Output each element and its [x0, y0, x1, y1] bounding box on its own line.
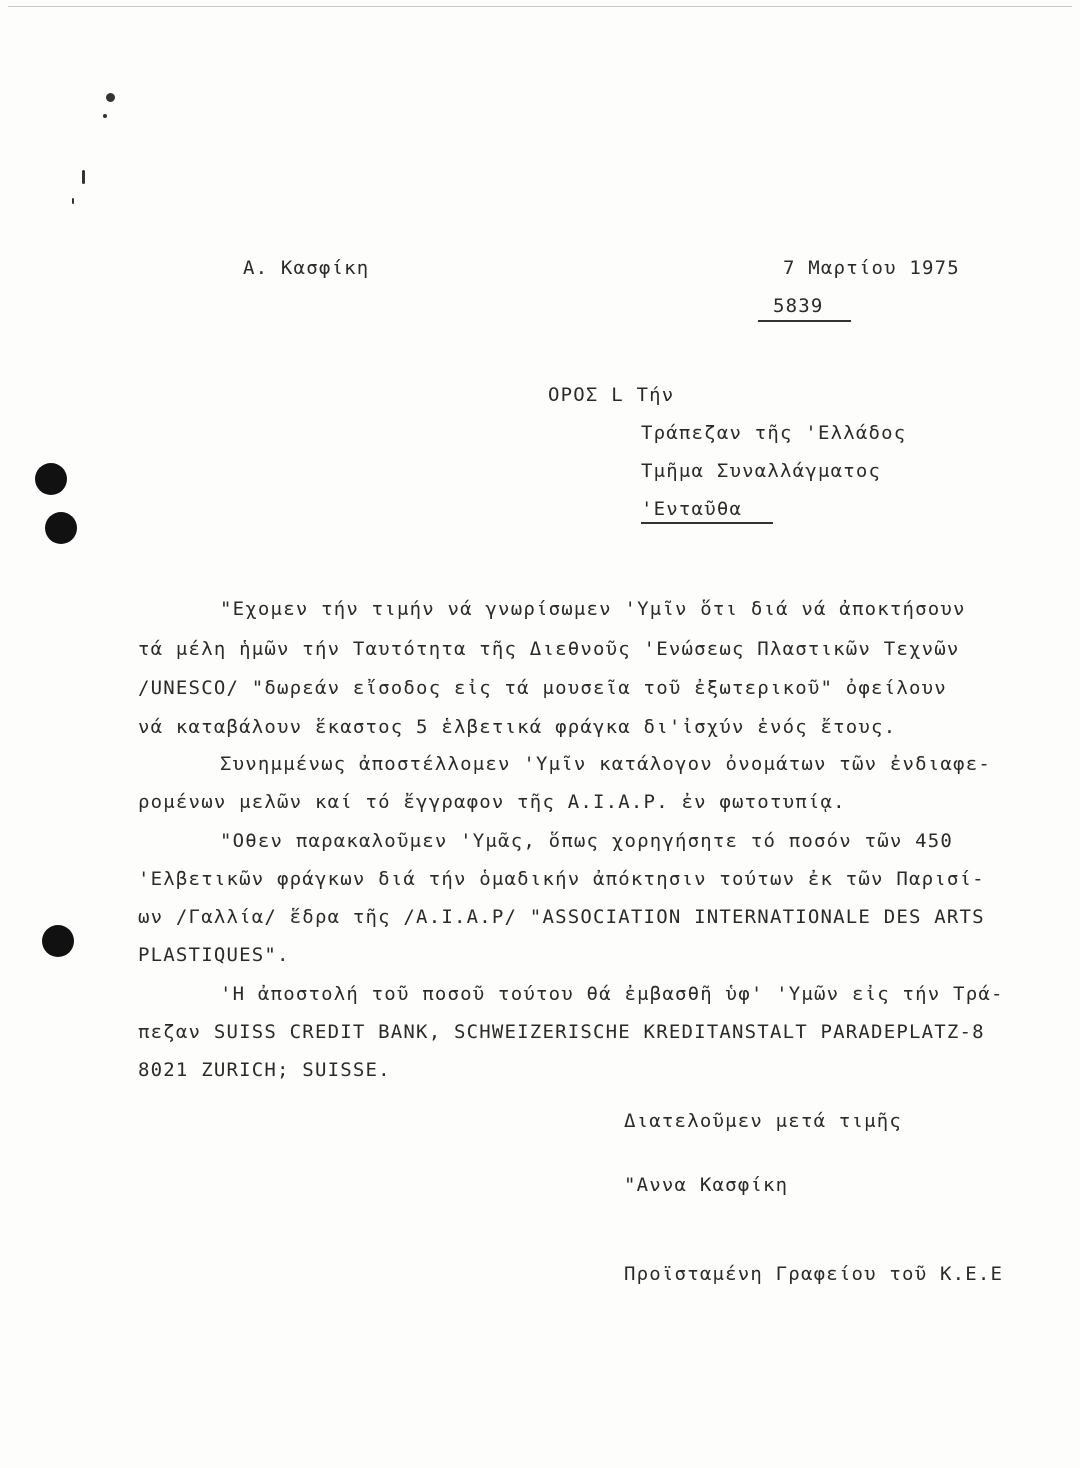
recipient-prefix: ΟΡΟΣ L Τήν [548, 384, 675, 406]
body-line: 'Ελβετικῶν φράγκων διά τήν ὁμαδικήν ἀπόκτησιν τούτων ἐκ τῶν Παρισί- [138, 868, 985, 890]
punch-hole [42, 925, 74, 957]
punch-hole [35, 463, 67, 495]
body-line: Συνημμένως ἀποστέλλομεν 'Υμῖν κατάλογον ὀνομάτων τῶν ἐνδιαφε- [220, 753, 991, 775]
body-line: τά μέλη ἡμῶν τήν Ταυτότητα τῆς Διεθνοῦς 'Ενώσεως Πλαστικῶν Τεχνῶν [138, 638, 960, 660]
recipient-underline [641, 522, 773, 524]
body-line: "Οθεν παρακαλοῦμεν 'Υμᾶς, ὅπως χορηγήσητε τό ποσόν τῶν 450 [220, 830, 954, 852]
recipient-line-3: 'Ενταῦθα [641, 498, 743, 520]
reference-number: 5839 [773, 295, 824, 317]
body-line: ρομένων μελῶν καί τό ἔγγραφον τῆς Α.Ι.Α.Ρ. ἐν φωτοτυπίᾳ. [138, 791, 846, 813]
body-line: 'Η ἀποστολή τοῦ ποσοῦ τούτου θά ἐμβασθῆ ὑφ' 'Υμῶν εἰς τήν Τρά- [220, 983, 1004, 1005]
ink-speck [103, 114, 107, 118]
top-edge-rule [8, 6, 1072, 7]
ink-speck [72, 198, 74, 204]
body-line: 8021 ZURICH; SUISSE. [138, 1059, 391, 1081]
body-line: νά καταβάλουν ἕκαστος 5 ἑλβετικά φράγκα δι'ἰσχύν ἑνός ἔτους. [138, 716, 897, 738]
ink-speck [106, 93, 115, 102]
recipient-line-2: Τμῆμα Συναλλάγματος [641, 460, 882, 482]
ink-speck [82, 170, 85, 184]
body-line: πεζαν SUISS CREDIT BANK, SCHWEIZERISCHE KREDITANSTALT PARADEPLATZ-8 [138, 1021, 985, 1043]
signatory-title: Προϊσταμένη Γραφείου τοῦ Κ.Ε.Ε [624, 1263, 1004, 1285]
sender-name: Α. Κασφίκη [243, 257, 370, 279]
letter-date: 7 Μαρτίου 1975 [783, 257, 960, 279]
punch-hole [45, 512, 77, 544]
reference-underline [758, 320, 851, 322]
body-line: /UNESCO/ "δωρεάν εἴσοδος εἰς τά μουσεῖα τοῦ ἐξωτερικοῦ" ὀφείλουν [138, 677, 947, 699]
signature-name: "Αννα Κασφίκη [624, 1174, 789, 1196]
closing-phrase: Διατελοῦμεν μετά τιμῆς [624, 1110, 903, 1132]
body-line: PLASTIQUES". [138, 944, 290, 966]
body-line: "Εχομεν τήν τιμήν νά γνωρίσωμεν 'Υμῖν ὅτι διά νά ἀποκτήσουν [220, 598, 966, 620]
body-line: ων /Γαλλία/ ἕδρα τῆς /Α.Ι.Α.Ρ/ "ASSOCIATION INTERNATIONALE DES ARTS [138, 906, 985, 928]
recipient-line-1: Τράπεζαν τῆς 'Ελλάδος [641, 422, 907, 444]
